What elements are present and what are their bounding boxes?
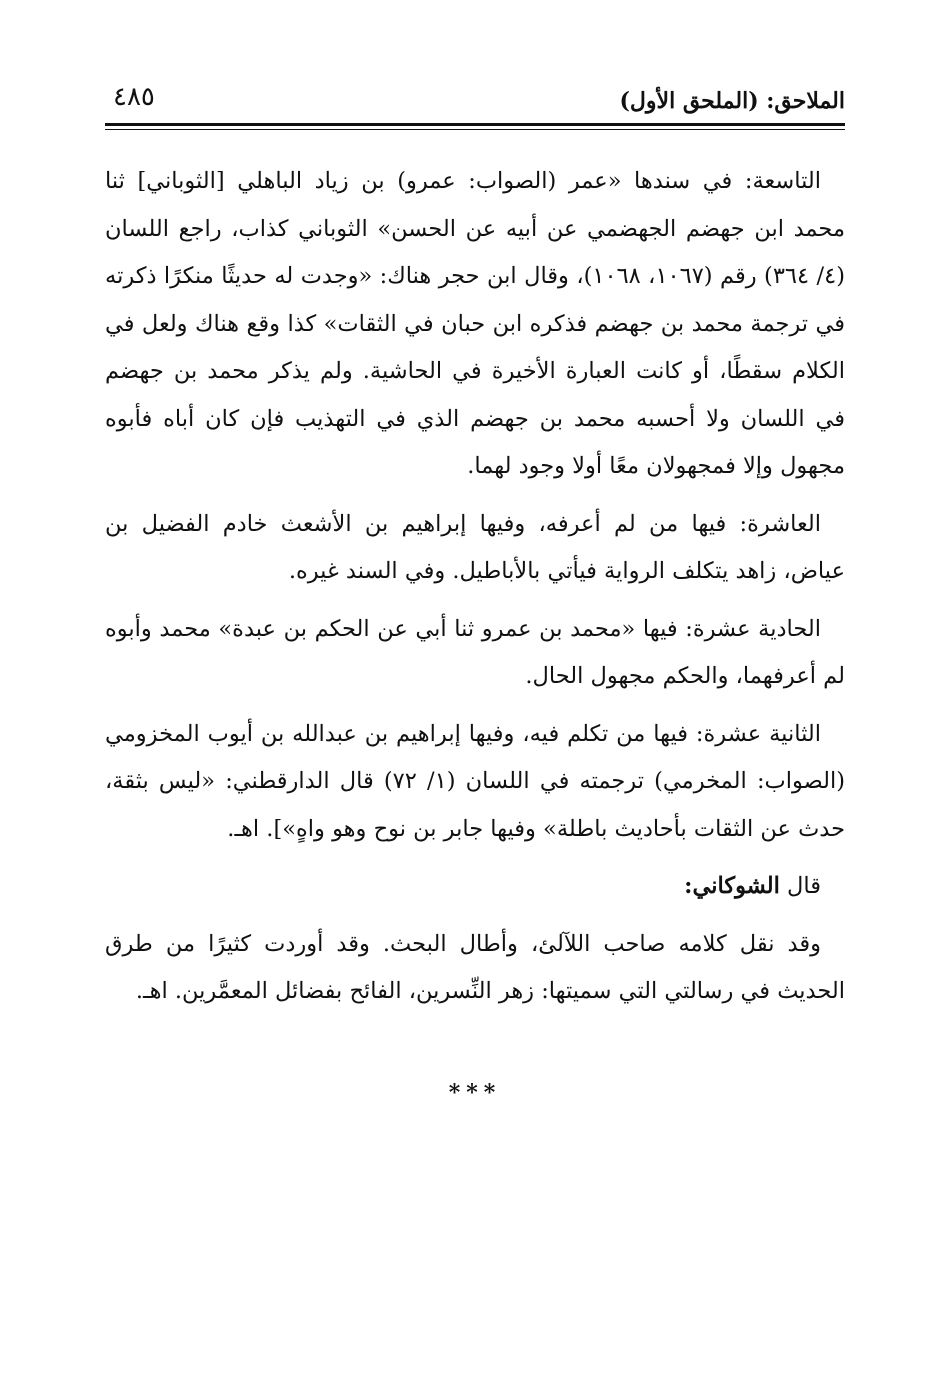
running-title: الملاحق: (الملحق الأول) <box>619 88 845 114</box>
page-number: ٤٨٥ <box>113 82 155 112</box>
main-text <box>105 158 845 1026</box>
paragraph-eleventh: الحادية عشرة: فيها «محمد بن عمرو ثنا أبي عن الحكم بن عبدة» محمد وأبوه لم أعرفهما، والحكم مجهول الحال. <box>105 615 845 689</box>
heading-prefix: قال <box>787 873 821 899</box>
paragraph-twelfth: الثانية عشرة: فيها من تكلم فيه، وفيها إبراهيم بن عبدالله بن أيوب المخزومي (الصواب: المخرمي) ترجمته في اللسان (١/ ٧٢) قال الدارقطني: «ليس بثقة، حدث عن الثقات بأحاديث باطلة» وفيها جابر بن نوح وهو واهٍ»]. اهـ. <box>105 720 845 842</box>
section-separator: *** <box>448 1080 502 1106</box>
section-heading <box>105 863 845 911</box>
header-rule-thick <box>105 123 845 126</box>
paragraph-tenth: العاشرة: فيها من لم أعرفه، وفيها إبراهيم بن الأشعث خادم الفضيل بن عياض، زاهد يتكلف الرواية فيأتي بالأباطيل. وفي السند غيره. <box>105 510 845 584</box>
paragraph-closing: وقد نقل كلامه صاحب اللآلئ، وأطال البحث. وقد أوردت كثيرًا من طرق الحديث في رسالتي التي سميتها: زهر النِّسرين، الفائح بفضائل المعمَّرين. اهـ. <box>105 930 845 1004</box>
paragraph-ninth: التاسعة: في سندها «عمر (الصواب: عمرو) بن زياد الباهلي [الثوباني] ثنا محمد ابن جهضم الجهضمي عن أبيه عن الحسن» الثوباني كذاب، راجع اللسان (٤/ ٣٦٤) رقم (١٠٦٧، ١٠٦٨)، وقال ابن حجر هناك: «وجدت له حديثًا منكرًا ذكرته في ترجمة محمد بن جهضم فذكره ابن حبان في الثقات» كذا وقع هناك ولعل في الكلام سقطًا، أو كانت العبارة الأخيرة في الحاشية. ولم يذكر محمد بن جهضم في اللسان ولا أحسبه محمد بن جهضم الذي في التهذيب فإن كان أباه فأبوه مجهول وإلا فمجهولان معًا أولا وجود لهما. <box>105 168 845 479</box>
heading-suffix: : <box>684 873 693 899</box>
page-header <box>105 82 845 126</box>
header-rule-thin <box>105 129 845 130</box>
heading-name: الشوكاني <box>692 873 780 899</box>
